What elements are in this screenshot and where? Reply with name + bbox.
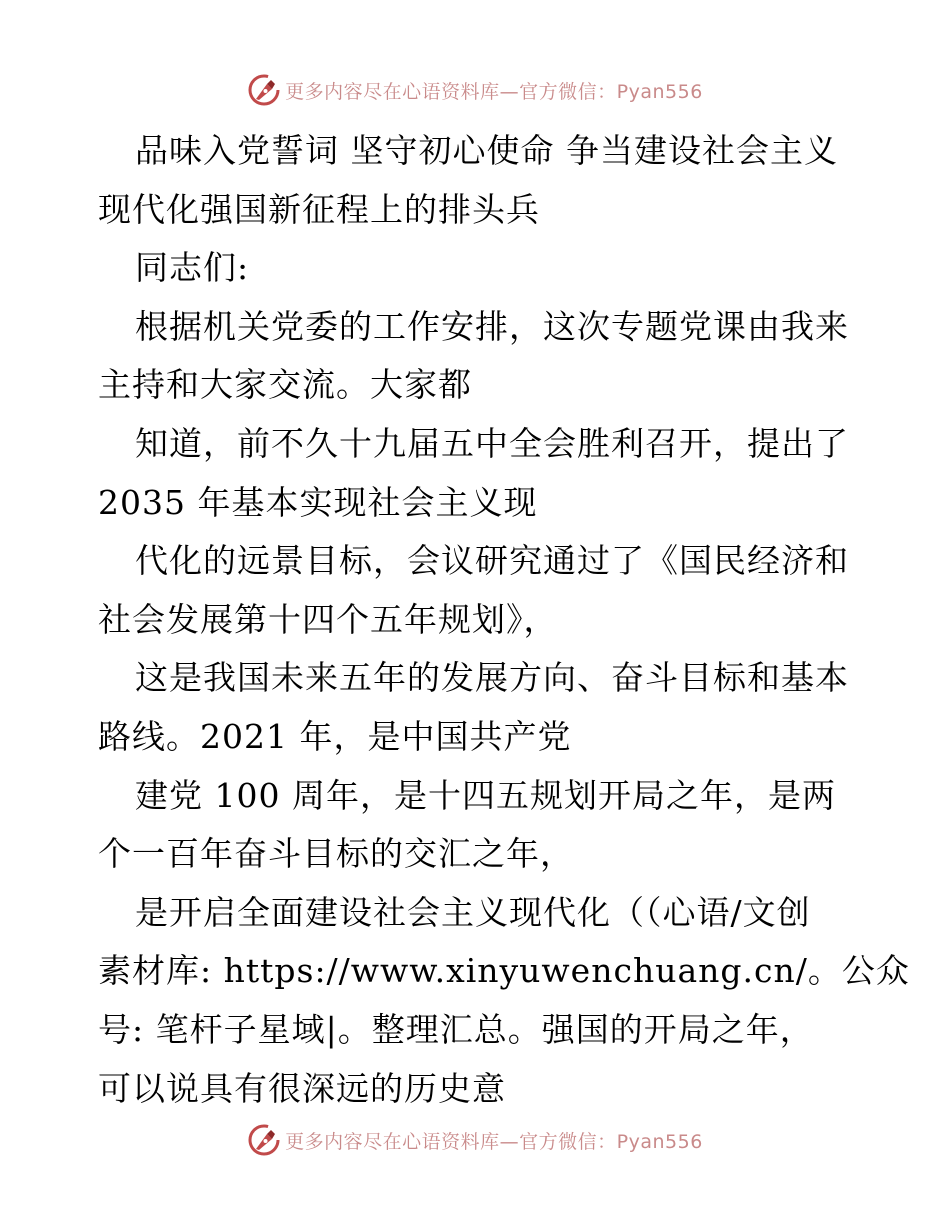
text-line: 路线。2021 年，是中国共产党 (98, 716, 572, 756)
text-line: 主持和大家交流。大家都 (98, 365, 472, 405)
text-line: 这是我国未来五年的发展方向、奋斗目标和基本 (135, 658, 849, 698)
text-line: 社会发展第十四个五年规划》， (98, 599, 558, 639)
banner-text: 更多内容尽在心语资料库—官方微信：Pyan556 (285, 1130, 703, 1153)
text-line: 现代化强国新征程上的排头兵 (98, 189, 540, 229)
text-line: 2035 年基本实现社会主义现 (98, 482, 538, 522)
text-line: 同志们: (135, 248, 250, 288)
document-body (98, 122, 910, 1118)
text-line: 素材库: https://www.xinyuwenchuang.cn/。公众 (98, 951, 910, 991)
banner-text: 更多内容尽在心语资料库—官方微信：Pyan556 (285, 80, 703, 103)
pen-nib-circle-icon (247, 73, 281, 107)
text-line: 可以说具有很深远的历史意 (98, 1068, 506, 1108)
header-banner (0, 70, 950, 110)
text-line: 知道，前不久十九届五中全会胜利召开，提出了 (135, 423, 849, 463)
text-line: 号: 笔杆子星域|。整理汇总。强国的开局之年， (98, 1009, 814, 1049)
text-line: 建党 100 周年，是十四五规划开局之年，是两 (135, 775, 836, 815)
text-line: 品味入党誓词 坚守初心使命 争当建设社会主义 (135, 131, 838, 170)
text-line: 根据机关党委的工作安排，这次专题党课由我来 (135, 306, 849, 346)
text-line: 代化的远景目标，会议研究通过了《国民经济和 (135, 541, 849, 581)
text-line: 是开启全面建设社会主义现代化（（心语/文创 (135, 892, 811, 932)
text-line: 个一百年奋斗目标的交汇之年， (98, 834, 574, 874)
footer-banner (0, 1120, 950, 1160)
pen-nib-circle-icon (247, 1123, 281, 1157)
